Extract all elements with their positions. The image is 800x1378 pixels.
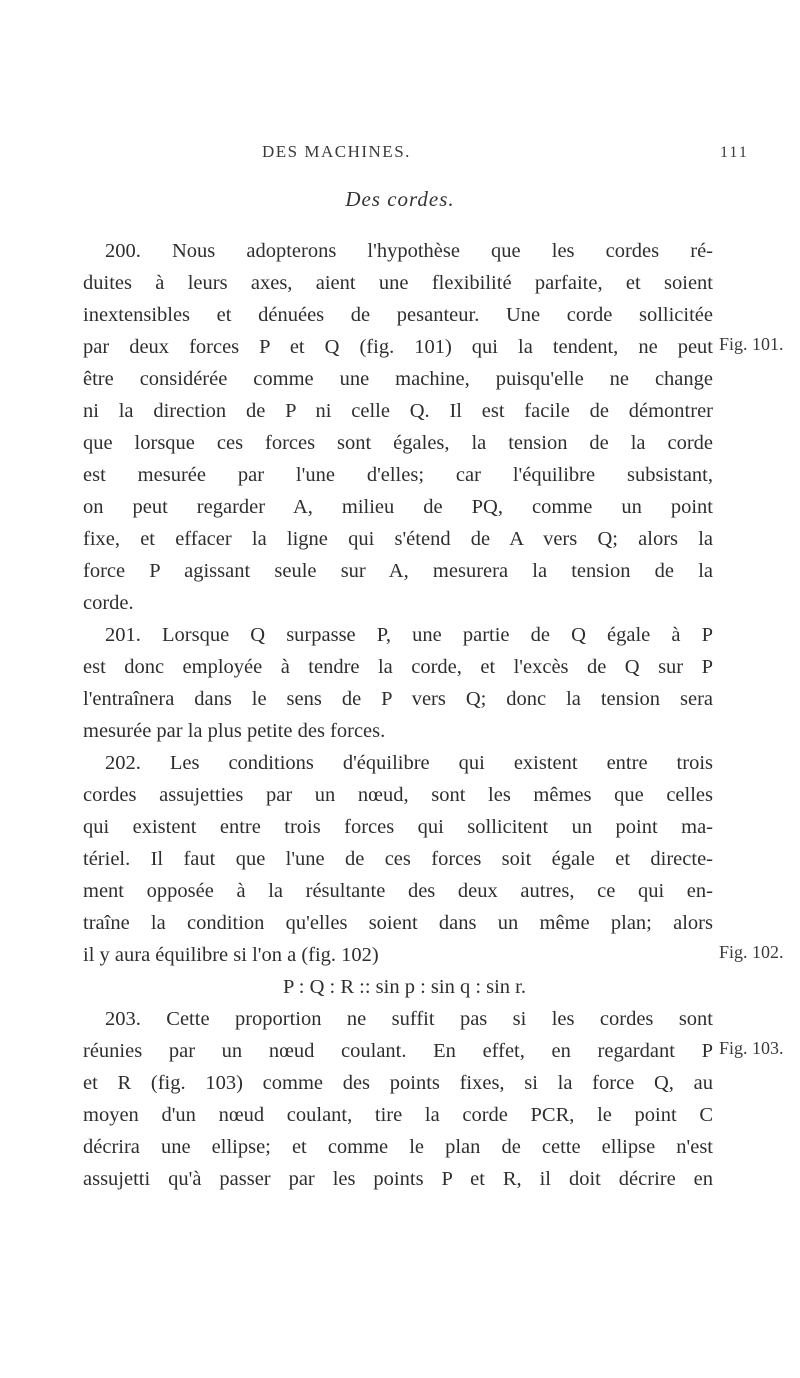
text-line: corde. — [83, 592, 134, 614]
proportion-formula: P : Q : R :: sin p : sin q : sin r. — [283, 976, 527, 998]
text-line: inextensibles et dénuées de pesanteur. Une corde sollicitée — [83, 304, 713, 326]
text-line: est mesurée par l'une d'elles; car l'équilibre subsistant, — [83, 464, 713, 486]
text-line: est donc employée à tendre la corde, et l'excès de Q sur P — [83, 656, 713, 678]
text-line: ment opposée à la résultante des deux autres, ce qui en- — [83, 880, 713, 902]
text-line: décrira une ellipse; et comme le plan de cette ellipse n'est — [83, 1136, 713, 1158]
text-line: fixe, et effacer la ligne qui s'étend de A vers Q; alors la — [83, 528, 713, 550]
text-line: force P agissant seule sur A, mesurera la tension de la — [83, 560, 713, 582]
text-line: moyen d'un nœud coulant, tire la corde PCR, le point C — [83, 1104, 713, 1126]
text-line: 201. Lorsque Q surpasse P, une partie de Q égale à P — [105, 624, 713, 646]
running-head — [0, 142, 800, 166]
text-line: qui existent entre trois forces qui sollicitent un point ma- — [83, 816, 713, 838]
margin-note-fig-101: Fig. 101. — [719, 334, 784, 354]
margin-note-fig-102: Fig. 102. — [719, 942, 784, 962]
text-line: que lorsque ces forces sont égales, la tension de la corde — [83, 432, 713, 454]
text-line: réunies par un nœud coulant. En effet, en regardant P — [83, 1040, 713, 1062]
text-line: traîne la condition qu'elles soient dans un même plan; alors — [83, 912, 713, 934]
margin-note-fig-103: Fig. 103. — [719, 1038, 784, 1058]
text-line: cordes assujetties par un nœud, sont les mêmes que celles — [83, 784, 713, 806]
text-line: tériel. Il faut que l'une de ces forces soit égale et directe- — [83, 848, 713, 870]
text-line: duites à leurs axes, aient une flexibilité parfaite, et soient — [83, 272, 713, 294]
text-line: mesurée par la plus petite des forces. — [83, 720, 386, 742]
text-line: il y aura équilibre si l'on a (fig. 102) — [83, 944, 379, 966]
text-line: par deux forces P et Q (fig. 101) qui la tendent, ne peut — [83, 336, 713, 358]
text-line: on peut regarder A, milieu de PQ, comme un point — [83, 496, 713, 518]
text-line: 200. Nous adopterons l'hypothèse que les cordes ré- — [105, 240, 713, 262]
text-line: 203. Cette proportion ne suffit pas si les cordes sont — [105, 1008, 713, 1030]
text-line: être considérée comme une machine, puisqu'elle ne change — [83, 368, 713, 390]
running-title: DES MACHINES. — [262, 142, 411, 161]
section-title: Des cordes. — [345, 187, 455, 211]
body-text — [83, 235, 713, 1195]
page-number: 111 — [720, 144, 749, 161]
text-line: et R (fig. 103) comme des points fixes, si la force Q, au — [83, 1072, 713, 1094]
text-line: ni la direction de P ni celle Q. Il est facile de démontrer — [83, 400, 713, 422]
text-line: 202. Les conditions d'équilibre qui existent entre trois — [105, 752, 713, 774]
text-line: assujetti qu'à passer par les points P et R, il doit décrire en — [83, 1168, 713, 1190]
text-line: l'entraînera dans le sens de P vers Q; donc la tension sera — [83, 688, 713, 710]
